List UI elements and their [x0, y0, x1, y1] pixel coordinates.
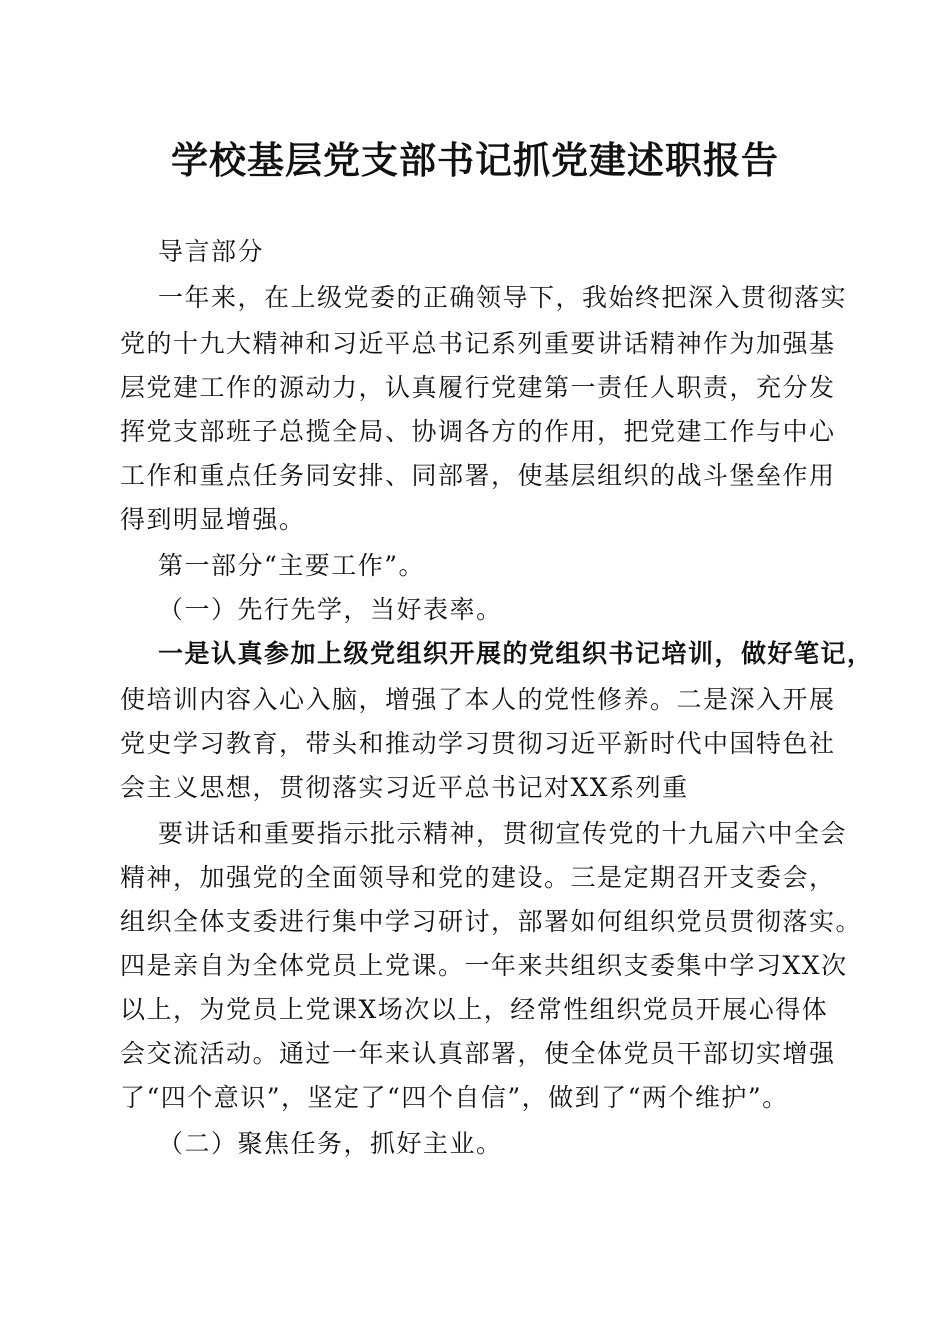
paragraph-line: 会交流活动。通过一年来认真部署，使全体党员干部切实增强 — [120, 1039, 836, 1068]
paragraph-line: 精神，加强党的全面领导和党的建设。三是定期召开支委会， — [120, 863, 836, 892]
paragraph-line: 党史学习教育，带头和推动学习贯彻习近平新时代中国特色社 — [120, 729, 836, 758]
paragraph-line: 四是亲自为全体党员上党课。一年来共组织支委集中学习XX次 — [120, 951, 848, 980]
paragraph-line: 组织全体支委进行集中学习研讨，部署如何组织党员贯彻落实。 — [120, 907, 863, 936]
paragraph-line: 一是认真参加上级党组织开展的党组织书记培训，做好笔记， — [158, 639, 874, 668]
paragraph-line: 以上，为党员上党课X场次以上，经常性组织党员开展心得体 — [120, 995, 829, 1024]
paragraph-line: 工作和重点任务同安排、同部署，使基层组织的战斗堡垒作用 — [120, 461, 836, 490]
paragraph-line: 层党建工作的源动力，认真履行党建第一责任人职责，充分发 — [120, 373, 836, 402]
paragraph-line: 了“四个意识”，坚定了“四个自信”，做到了“两个维护”。 — [120, 1083, 789, 1112]
paragraph-line: 挥党支部班子总揽全局、协调各方的作用，把党建工作与中心 — [120, 417, 836, 446]
subsection-heading: （二）聚焦任务，抓好主业。 — [158, 1129, 503, 1158]
section-heading: 第一部分“主要工作”。 — [158, 551, 426, 580]
intro-heading: 导言部分 — [158, 237, 265, 266]
paragraph-line: 得到明显增强。 — [120, 505, 306, 534]
paragraph-line: 使培训内容入心入脑，增强了本人的党性修养。二是深入开展 — [120, 685, 836, 714]
paragraph-line: 会主义思想，贯彻落实习近平总书记对XX系列重 — [120, 773, 689, 802]
document-title: 学校基层党支部书记抓党建述职报告 — [171, 138, 779, 182]
paragraph-line: 要讲话和重要指示批示精神，贯彻宣传党的十九届六中全会 — [158, 819, 848, 848]
paragraph-line: 党的十九大精神和习近平总书记系列重要讲话精神作为加强基 — [120, 329, 836, 358]
subsection-heading: （一）先行先学，当好表率。 — [158, 595, 503, 624]
paragraph-line: 一年来，在上级党委的正确领导下，我始终把深入贯彻落实 — [158, 283, 848, 312]
